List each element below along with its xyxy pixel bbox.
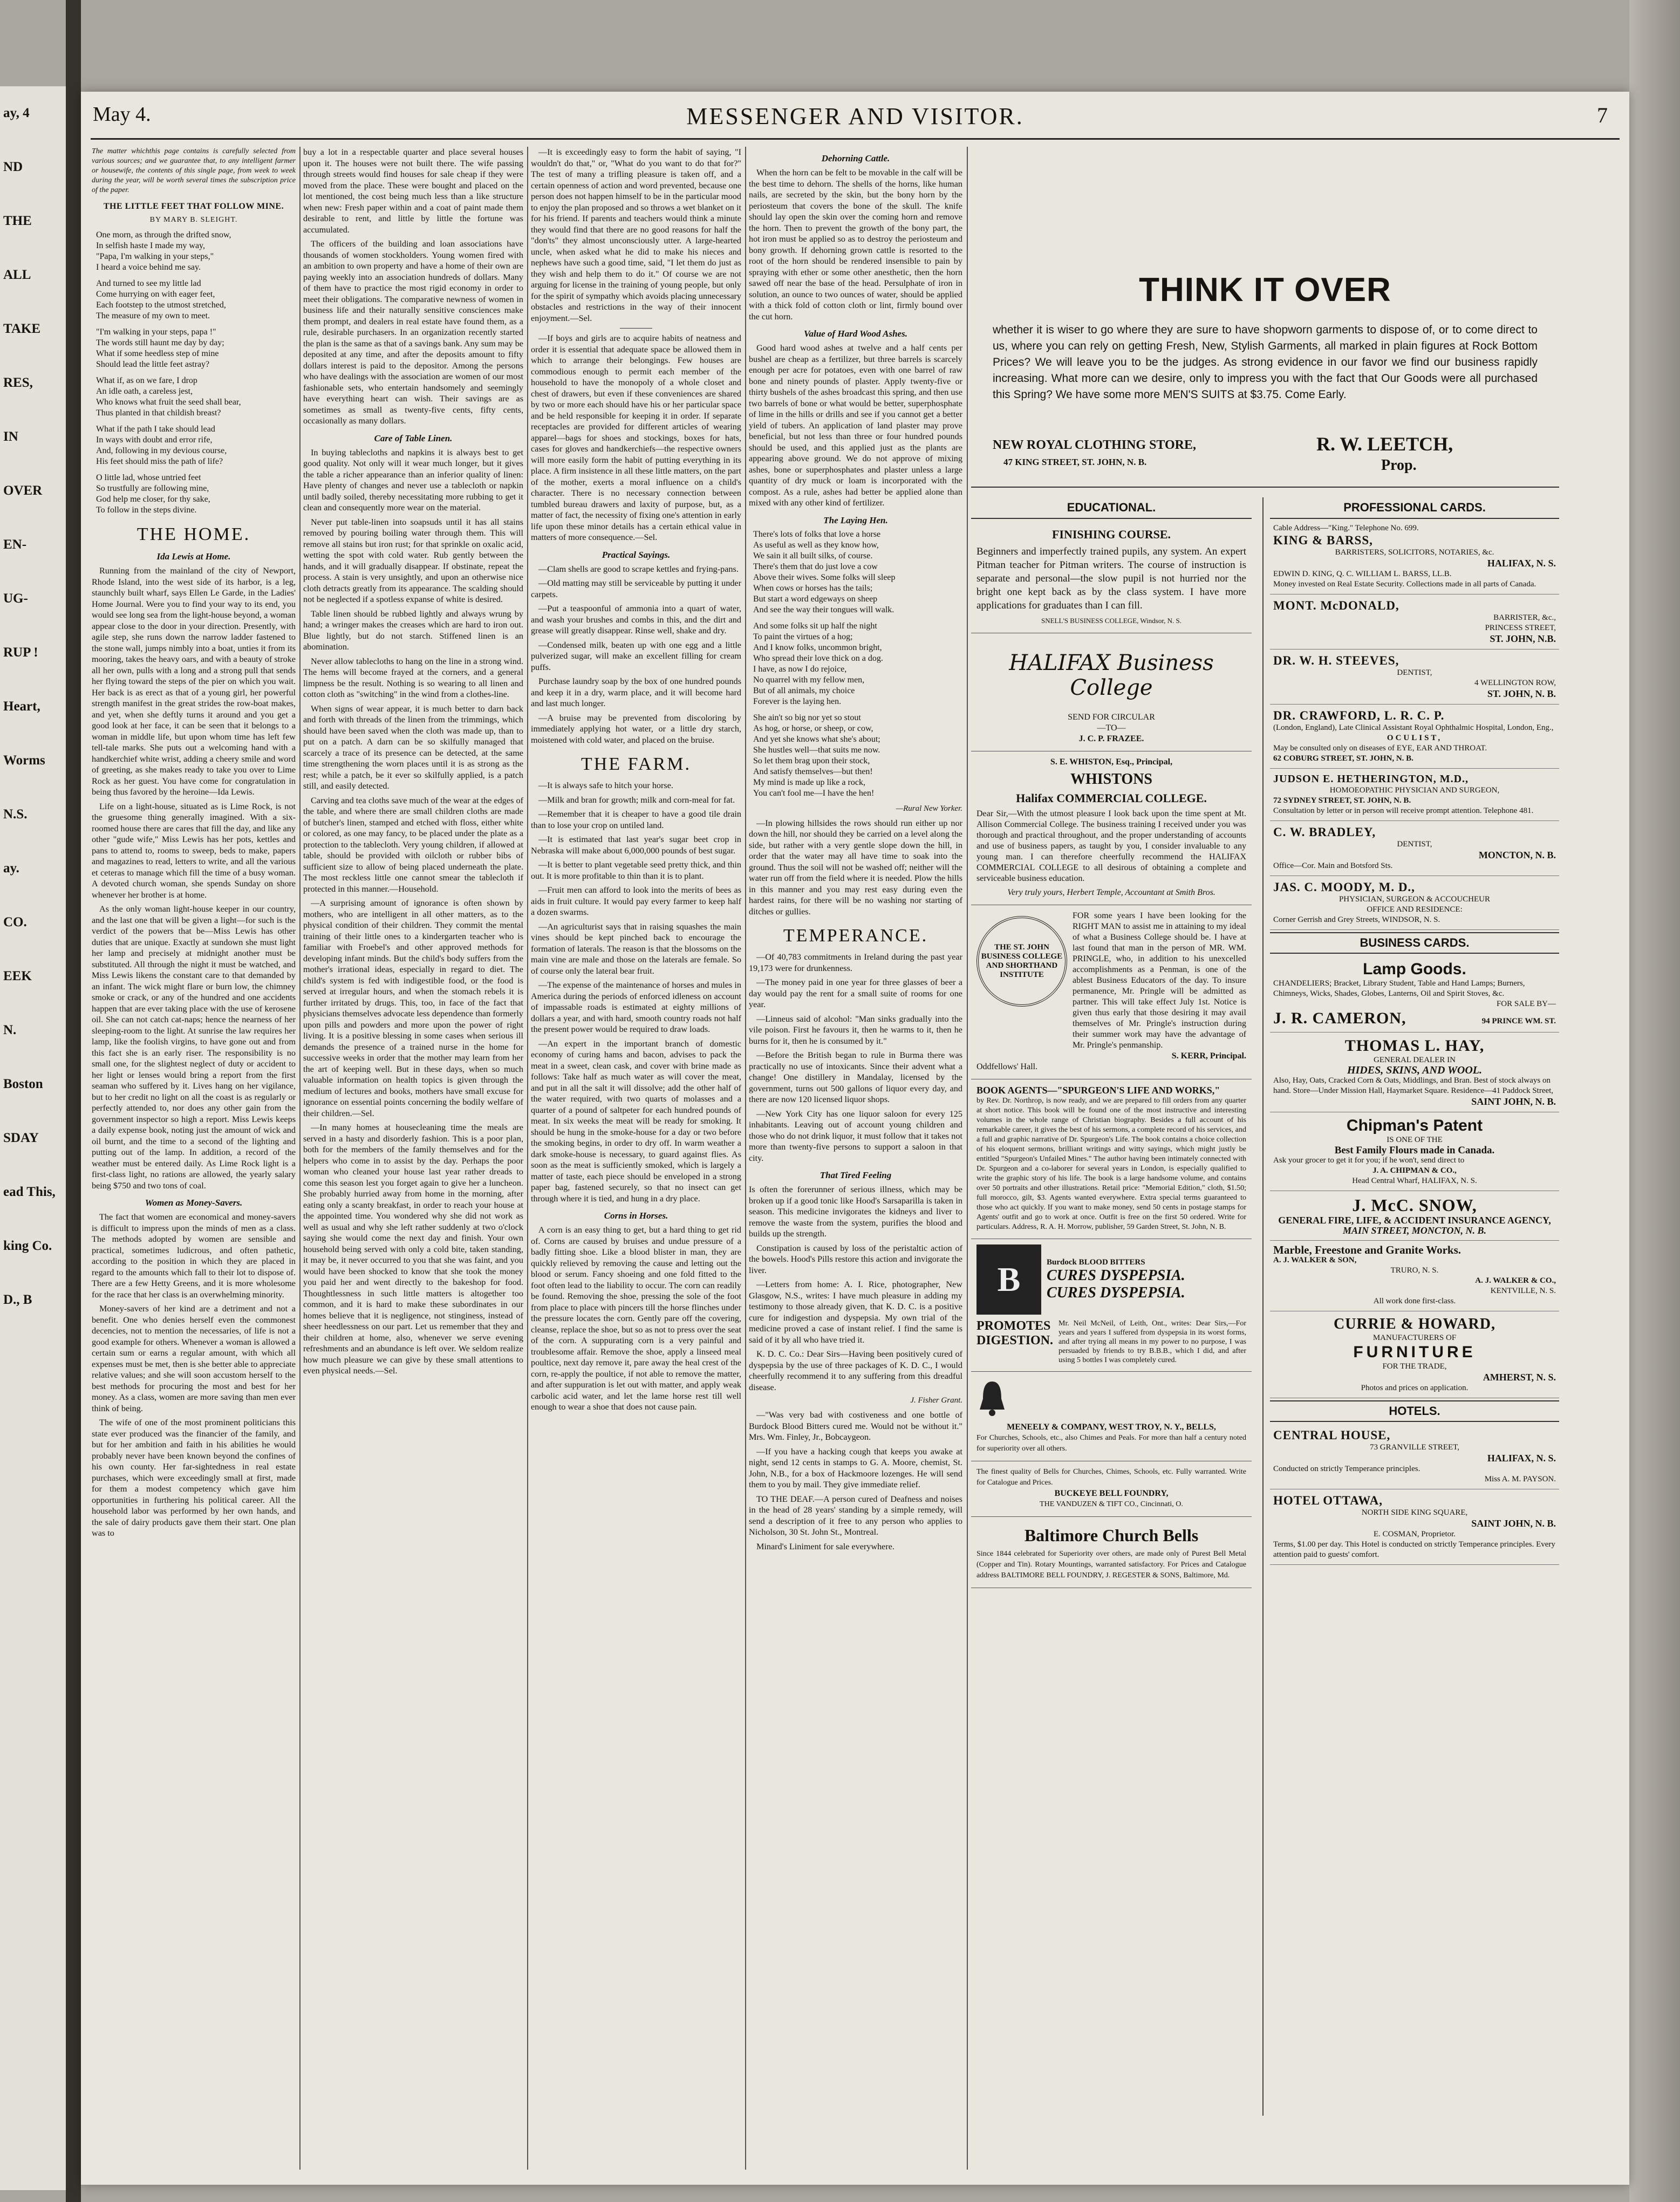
card-name: JUDSON E. HETHERINGTON, M.D.,: [1273, 773, 1469, 785]
ad-text: FOR some years I have been looking for the RIGHT MAN to assist me in attaining to my ideal of what a Business College should be. I have at last found that man in the person of MR. WM. PRINGLE, who, in addition to his unexcelled accomplishments as a Penman, is one of the ablest Business Educators of the day. To insure permanence, Mr. Pringle will be admitted as partner. This will take effect July 1st. Notice is given thus early that those desiring it may avail themselves of Mr. Pringle's instruction during their summer work may have the advantage of Mr. Pringle's penmanship.: [1073, 911, 1246, 1050]
card-line: A. J. WALKER & SON,: [1273, 1256, 1357, 1264]
article-heading: Ida Lewis at Home.: [156, 551, 231, 562]
page-number: 7: [1597, 103, 1608, 127]
card-line: PHYSICIAN, SURGEON & ACCOUCHEUR: [1338, 895, 1491, 904]
advertisement-area: [971, 147, 1559, 2170]
book-gutter: [66, 0, 81, 2202]
card-city: HALIFAX, N. S.: [1487, 1453, 1556, 1464]
card-line: FOR THE TRADE,: [1382, 1362, 1447, 1371]
article-paragraph: —A surprising amount of ignorance is often shown by mothers, who are intelligent in all other matters, as to the physical condition of their children. They commit the mental training of their little ones to a kindergarten teacher who is familiar with Froebel's and other approved methods for developing infant minds. But the child's body suffers from the mother's irrational ideas, especially in regard to diet. The child's system is fed with indigestible food, or the food is served at irregular hours, and when the stomach rebels it is further irritated by drugs. This, too, in face of the fact that physicians themselves advocate less dependence than formerly upon pills and powders and more upon the power of right living. It is a positive blessing in some cases when serious ill demands the presence of a trained nurse in the home for successive weeks in order that the mother may learn from her the art of keeping well. But in these days, when so much valuable information on health topics is given through the medium of lectures and books, mothers have small excuse for ignorance on essential points concerning the bodily welfare of their children.—Sel.: [303, 898, 523, 1118]
article-paragraph: Minard's Liniment for sale everywhere.: [756, 1541, 894, 1551]
store-name: NEW ROYAL CLOTHING STORE,: [993, 438, 1197, 452]
previous-page-fragment: IN: [3, 429, 18, 444]
card-line: BARRISTER, &c.,: [1493, 613, 1556, 622]
section-heading-temperance: TEMPERANCE.: [783, 926, 928, 946]
card-name: J. R. CAMERON,: [1273, 1009, 1406, 1027]
card-name: DR. CRAWFORD, L. R. C. P.: [1273, 709, 1445, 722]
hotel-ottawa-card: [1270, 1489, 1559, 1565]
farm-item: —It is estimated that last year's sugar beet crop in Nebraska will make about 6,000,000 pounds of best sugar.: [531, 835, 741, 856]
temperance-item: —Of 40,783 commitments in Ireland during the past year 19,173 were for drunkenness.: [749, 952, 962, 973]
card-line: GENERAL DEALER IN: [1374, 1056, 1456, 1064]
card-name: CURRIE & HOWARD,: [1334, 1316, 1495, 1332]
ad-title: MENEELY & COMPANY, WEST TROY, N. Y., BELLS,: [1007, 1423, 1216, 1432]
card-line: Office—Cor. Main and Botsford Sts.: [1273, 861, 1393, 870]
saying-item: —A bruise may be prevented from discoloring by immediately applying hot water, or a little dry starch, moistened with cold water, and placed on the bruise.: [531, 713, 741, 745]
card-line: E. COSMAN, Proprietor.: [1373, 1530, 1456, 1538]
card-line: All work done first-class.: [1373, 1297, 1456, 1305]
previous-page-fragment: TAKE: [3, 322, 40, 336]
section-heading: BUSINESS CARDS.: [1270, 932, 1559, 954]
college-logo: HALIFAX Business College: [1009, 651, 1214, 700]
snow-card: [1270, 1191, 1559, 1241]
previous-page-strip: [0, 86, 66, 2190]
ad-label: PROMOTES: [976, 1319, 1051, 1333]
card-heading: Chipman's Patent: [1346, 1117, 1483, 1134]
farm-item: —It is always safe to hitch your horse.: [538, 781, 673, 790]
article-heading: Corns in Horses.: [604, 1211, 668, 1221]
previous-page-fragment: ND: [3, 160, 23, 174]
poem-stanza: What if, as on we fare, I drop An idle oath, a careless jest, Who knows what fruit the seed shall bear, Thus planted in that childish breast?: [96, 376, 241, 418]
card-line: Terms, $1.00 per day. This Hotel is conducted on strictly Temperance principles. Every attention paid to guests' comfort.: [1273, 1540, 1555, 1559]
previous-page-fragment: king Co.: [3, 1239, 52, 1253]
previous-page-fragment: SDAY: [3, 1131, 39, 1145]
article-paragraph: A corn is an easy thing to get, but a hard thing to get rid of. Corns are caused by bruises and undue pressure of a badly fitting shoe. Like a blood blister in man, they are quickly relieved by removing the cause and letting out the blood or serum. Fancy shoeing and one fold fitted to the foot often lead to the liability to occur. The corn can readily be found. Removing the shoe, pressing the sole of the foot from place to place with pincers till the horse flinches under the pressure locates the corn. Gently pare off the covering, cleanse, replace the shoe, but so as not to press over the seat of the corn. A suppurating corn is a very painful and troublesome affair. Remove the shoe, apply a linseed meal poultice, next day remove it, pare away the heal crest of the corn, re-apply the poultice, if not able to remove the matter, and after suppuration is let out with matter, and apply weak carbolic acid water, and let the lame horse rest till well enough to wear a shoe that does not cause pain.: [531, 1225, 741, 1412]
article-paragraph: buy a lot in a respectable quarter and place several houses upon it. The houses were not built there. The wife passing through streets would find houses for sale cheap if they were moved from the place. These were bought and placed on the lot mentioned, the cost being much less than a like structure when new: Fresh paper within and a coat of paint made them desirable to rent, and little by little the fortune was accumulated.: [303, 147, 523, 235]
column-heading: PROFESSIONAL CARDS.: [1270, 497, 1559, 519]
previous-page-fragment: UG-: [3, 591, 28, 606]
ad-address: Oddfellows' Hall.: [976, 1062, 1038, 1071]
poem-stanza: O little lad, whose untried feet So trustfully are following mine, God help me closer, for thy sake, To follow in the steps divine.: [96, 473, 210, 515]
article-paragraph: Constipation is caused by loss of the peristaltic action of the bowels. Hood's Pills restore this action and invigorate the liver.: [749, 1243, 962, 1275]
ad-signature: Very truly yours, Herbert Temple, Accountant at Smith Bros.: [1007, 888, 1215, 897]
ad-to: —TO—: [1097, 723, 1126, 733]
card-line: Consultation by letter or in person will receive prompt attention. Telephone 481.: [1273, 806, 1534, 815]
card-name: THOMAS L. HAY,: [1344, 1037, 1485, 1055]
card-line: MAIN STREET, MONCTON, N. B.: [1342, 1225, 1487, 1236]
card-line: May be consulted only on diseases of EYE, EAR AND THROAT.: [1273, 744, 1487, 753]
farm-item: —It is better to plant vegetable seed pretty thick, and thin out. It is more profitable to thin than it is to plant.: [531, 860, 741, 881]
card-line: Conducted on strictly Temperance principles.: [1273, 1465, 1421, 1473]
card-line: 94 PRINCE WM. ST.: [1481, 1017, 1556, 1025]
ad-text: The finest quality of Bells for Churches, Chimes, Schools, etc. Fully warranted. Write for Catalogue and Prices.: [976, 1468, 1246, 1487]
ad-text: by Rev. Dr. Northrop, is now ready, and we are prepared to fill orders from any quarter at short notice. This book will be found one of the most instructive and interesting volumes in the whole range of Christian biography. Besides a full account of his remarkable career, it gives the best of his sermons, a complete record of his services, and a full and graphic narrative of Dr. Spurgeon's Life. The book contains a choice collection of his eloquent sermons, brilliant writings and witty sayings, which might justly be entitled "Spurgeon's Unfailed Mines." The author having been intimately connected with Dr. Spurgeon and a co-laborer for several years in London, is especially qualified to write the graphic story of his life. The book is a large handsome volume, and contains over 50 portraits and other illustrations. Retail price: "Memorial Edition," cloth, $1.50; full morocco, gilt, $3. Agents wanted everywhere. Extra special terms guaranteed to those who act quickly. If you want to make money, send 50 cents in postage stamps for Agents' outfit and go to work at once. Outfit is free on the first 50 ordered. Write for particulars. Address, R. A. H. Morrow, publisher, 59 Garden Street, St. John, N. B.: [976, 1097, 1246, 1231]
farm-item: —Fruit men can afford to look into the merits of bees as aids in fruit culture. It would pay every farmer to keep half a dozen swarms.: [531, 885, 741, 917]
column-rule: [299, 147, 301, 2170]
card-line: J. A. CHIPMAN & CO.,: [1372, 1166, 1457, 1175]
card-city: AMHERST, N. S.: [1483, 1372, 1556, 1383]
article-paragraph: —In plowing hillsides the rows should run either up nor down the hill, nor should they be carried on a level along the side, but rather with a very gentle slope down the hill, in order that the water may all have time to soak into the ground. Thus the soil will not be washed off; neither will the water run off from the field where it is needed. Plow the hills in this manner and you may rest easy during even the hardest rains, for there will be no washing nor starting of ditches or gullies.: [749, 818, 962, 917]
letter-signature: J. Fisher Grant.: [910, 1396, 962, 1405]
farm-item: —The expense of the maintenance of horses and mules in America during the periods of enforced idleness on account of impassable roads is estimated at eighty millions of dollars a year, and with hard, smooth country roads not half the present power would be required to draw loads.: [531, 980, 741, 1034]
article-paragraph: The officers of the building and loan associations have thousands of women stockholders. Young women fired with an ambition to own property and have a home of their own are paying weekly into an association hundreds of dollars. Many of them have to practice the most rigid economy in order to meet their obligations. The comparative newness of women in business life and their naturally sensitive consciences make them prompt, and dealers in real estate have found them, as a rule, desirable purchasers. In an organization recently started the plan is the same as that of a savings bank. Any sum may be deposited at any time, and after the deposits amount to fifty dollars interest is paid to the depositor. Among the persons who have dealings with the association are women of our most fashionable sets, who entertain handsomely and seemingly have everything heart can wish. Their savings are as sometimes as small as twenty-five cents, fifty cents, occasionally as many dollars.: [303, 239, 523, 426]
article-heading: Care of Table Linen.: [374, 433, 453, 443]
card-line: Photos and prices on application.: [1361, 1384, 1469, 1392]
column-rule: [967, 147, 968, 2170]
article-paragraph: —In many homes at housecleaning time the meals are served in a hasty and disorderly fashion. This is a poor plan, both for the members of the family themselves and for the helpers who come in to assist by the day. Perhaps the poor woman who cleaned your house last year rather dreads to come this season lest you forget again to give her a luncheon. She probably hurried away from home in the morning, after eating only a scanty breakfast, in order to reach your house at the appointed time. You wondered why she did not work as well as usual and why she left rather suddenly at two o'clock saying she would come the next day and finish. Your own household being served with only a cold bite, taken standing, it may be, it never occurred to you that she was faint, and you would have been shocked to know that she took the money you paid her and went directly to the bakeshop for food. Thoughtlessness in such little matters is altogether too common, and it is hard to make these subordinates in our homes believe that it is negligence, not stinginess, instead of sheer heedlessness on our part. Let us remember that they and their children at home, also, whenever we serve evening refreshments and an abundance is left over. We seldom realize how much pleasure we can give by these small attentions to even physical needs.—Sel.: [303, 1123, 523, 1376]
ad-signature: SNELL'S BUSINESS COLLEGE, Windsor, N. S.: [1041, 617, 1182, 625]
whiston-college-ad: [971, 751, 1252, 905]
buckeye-bells-ad: [971, 1461, 1252, 1517]
previous-page-fragment: Boston: [3, 1077, 43, 1091]
poem-stanza: "I'm walking in your steps, papa !" The words still haunt me day by day; What if some heedless step of mine Should lead the little feet astray?: [96, 327, 224, 369]
poem-stanza: One morn, as through the drifted snow, In selfish haste I made my way, "Papa, I'm walking in your steps," I heard a voice behind me say.: [96, 230, 231, 272]
saying-item: —Condensed milk, beaten up with one egg and a little pulverized sugar, will make an excellent filling for cream puffs.: [531, 640, 741, 672]
ad-text: Since 1844 celebrated for Superiority over others, are made only of Purest Bell Metal (Copper and Tin). Rotary Mountings, warranted satisfactory. For Prices and Catalogue address BALTIMORE BELL FOUNDRY, J. REGESTER & SONS, Baltimore, Md.: [976, 1550, 1246, 1579]
article-heading: Women as Money-Savers.: [145, 1198, 243, 1208]
previous-page-fragment: EEK: [3, 969, 32, 983]
ad-text: For Churches, Schools, etc., also Chimes and Peals. For more than half a century noted for superiority over all others.: [976, 1434, 1246, 1453]
ad-line: THE VANDUZEN & TIFT CO., Cincinnati, O.: [1040, 1500, 1183, 1508]
card-line: KENTVILLE, N. S.: [1490, 1287, 1556, 1295]
currie-howard-card: [1270, 1311, 1559, 1398]
card-line: HIDES, SKINS, AND WOOL.: [1347, 1064, 1483, 1076]
card-line: EDWIN D. KING, Q. C. WILLIAM L. BARSS, LL.B.: [1273, 570, 1452, 578]
bradley-card: [1270, 821, 1559, 876]
article-paragraph: —It is exceedingly easy to form the habit of saying, "I wouldn't do that," or, "What do you want to do that for?" The test of many a trifling pleasure is taken off, and a certain openness of action and word prevented, because one person does not happen himself to be in the particular mood to enjoy the plan proposed and so throws a wet blanket on it for his friend. If parents and teachers would think a minute they would find that there are no good reasons for half the "don'ts" they almost unconsciously utter. A large-hearted uncle, when asked what he did to make his nieces and nephews have such a good time, said, "I let them do just as they wish and help them to do it." Of course we are not arguing for license in the training of young people, but only for the spirit of sympathy which avoids placing unnecessary obstacles and restrictions in the way of their innocent enjoyment.—Sel.: [531, 147, 741, 323]
poem-author: BY MARY B. SLEIGHT.: [149, 216, 238, 224]
article-heading: Practical Sayings.: [602, 549, 671, 560]
ad-name: J. C. P. FRAZEE.: [1078, 734, 1144, 743]
moody-card: [1270, 876, 1559, 930]
ad-label: Burdock BLOOD BITTERS: [1047, 1257, 1145, 1267]
article-paragraph: Carving and tea cloths save much of the wear at the edges of the table, and where there are small children cloths are made of butcher's linen, stamped and etched with floss, either white or colored, as one may fancy, to be placed under the plate as a protection to the tablecloth. Very young children, if allowed at table, should be provided with oilcloth or rubber bibs of sufficient size to allow of being placed underneath the plate. The most reckless little one cannot smear the tablecloth if protected in this manner.—Household.: [303, 795, 523, 894]
temperance-item: —Before the British began to rule in Burma there was practically no use of intoxicants. Since their advent what a change! One distillery in Mandalay, licensed by the government, turns out 500 gallons of liquor every day, and there are now 120 licensed liquor shops.: [749, 1050, 962, 1104]
poem-stanza: What if the path I take should lead In ways with doubt and error rife, And, following in my devious course, His feet should miss the path of life?: [96, 425, 227, 466]
card-line: Corner Gerrish and Grey Streets, WINDSOR, N. S.: [1273, 915, 1440, 924]
burdock-logo: B: [976, 1244, 1041, 1315]
card-line: CHANDELIERS; Bracket, Library Student, Table and Hand Lamps; Burners, Chimneys, Wicks, Shades, Globes, Lanterns, Oil and Spirit Stoves, &c.: [1273, 979, 1525, 998]
professional-cards-column: [1262, 497, 1559, 2116]
card-line: GENERAL FIRE, LIFE, & ACCIDENT INSURANCE AGENCY,: [1278, 1215, 1551, 1226]
column-4: [749, 147, 962, 2170]
card-city: SAINT JOHN, N. B.: [1471, 1096, 1556, 1107]
previous-page-fragment: ay.: [3, 861, 19, 876]
card-line: HOMOEOPATHIC PHYSICIAN AND SURGEON,: [1329, 786, 1500, 795]
card-city: ST. JOHN, N.B.: [1490, 633, 1556, 644]
article-paragraph: Running from the mainland of the city of Newport, Rhode Island, into the west side of its harbor, is a leg, staunchly built wharf, says Ellen Le Garde, in the Ladies' Home Journal. Were you to find your way to its end, you would see long sea from the light-house beyond, a woman appear close to the door in your direction. Presently, with agile step, she runs down the narrow ladder fastened to the stone wall, jumps nimbly into a boat, unties it from its mooring, takes the heavy oars, and with a beauty of stroke all her own, pulls with a long and a strong pull that sends her flying toward the steps of the pier on which you wait. Her back is as erect as that of a young girl, her powerful strength manifest in the great strides the row-boat makes, and yet, when she deftly turns it around and you get a good look at her face, it can be seen that it belongs to a woman in middle life, but upon whom time has left few tell-tale marks. She puts out a welcoming hand with a handkerchief white wrist, adding a cheery smile and word of greeting, as she makes ready to take you over to Lime Rock as her guest. You have come for congratulation in being thus favored by the heroine—Ida Lewis.: [92, 566, 296, 797]
previous-page-fragment: CO.: [3, 915, 27, 929]
spurgeon-book-ad: [971, 1079, 1252, 1239]
poem-source: —Rural New Yorker.: [896, 804, 962, 813]
card-line: PRINCESS STREET,: [1485, 624, 1556, 632]
card-name: C. W. BRADLEY,: [1273, 825, 1376, 839]
card-line: 62 COBURG STREET, ST. JOHN, N. B.: [1273, 754, 1413, 763]
article-paragraph: K. D. C. Co.: Dear Sirs—Having been positively cured of dyspepsia by the use of three packages of K. D. C., I would cheerfully recommend it to any suffering from this dreadful disease.: [749, 1349, 962, 1392]
proprietor-label: Prop.: [1381, 457, 1417, 474]
ad-title: WHISTONS: [1070, 771, 1152, 788]
ad-text: Dear Sir,—With the utmost pleasure I look back upon the time spent at Mt. Allison Commercial College. The business training I received under you was thorough and practical throughout, and the proper understanding of accounts and use of business papers, as taught by you, I consider invaluable to any young man. I can therefore cheerfully recommend the HALIFAX COMMERCIAL COLLEGE to all desirous of obtaining a complete and serviceable business education.: [976, 809, 1246, 883]
article-paragraph: In buying tablecloths and napkins it is always best to get good quality. Not only will it wear much longer, but it gives the table a richer appearance than an inferior quality of linen: Have plenty of changes and never use a tablecloth or napkin until badly soiled, thereby necessitating more rubbing to get it clean and consequently more wear on the material.: [303, 447, 523, 512]
article-heading: The Laying Hen.: [823, 515, 888, 525]
temperance-item: —Linneus said of alcohol: "Man sinks gradually into the vile poison. First he favours it, then he warms to it, then he burns for it, then he is consumed by it.": [749, 1014, 962, 1046]
newspaper-page: [81, 92, 1629, 2185]
column-2: [303, 147, 523, 2170]
ad-headline: THINK IT OVER: [1139, 271, 1391, 309]
card-line: OFFICE AND RESIDENCE:: [1367, 905, 1463, 914]
card-line: Ask your grocer to get it for you; if he won't, send direct to: [1273, 1156, 1465, 1165]
card-line: TRURO, N. S.: [1390, 1266, 1439, 1275]
article-paragraph: Never allow tablecloths to hang on the line in a strong wind. The hems will become frayed at the corners, and a general limpness be the result. Nothing is so wearing to all linen and cotton cloth as "switching" in the wind from a clothes-line.: [303, 656, 523, 699]
article-paragraph: —Letters from home: A. I. Rice, photographer, New Glasgow, N.S., writes: I have much pleasure in adding my testimony to those already given, that K. D. C. is a positive cure for indigestion and dyspepsia. My own trial of the medicine proved a case of instant relief. I find the same is said of it by all who have tried it.: [749, 1280, 962, 1345]
article-heading: Value of Hard Wood Ashes.: [804, 329, 907, 339]
poem-title: THE LITTLE FEET THAT FOLLOW MINE.: [103, 202, 284, 211]
previous-page-fragment: ead This,: [3, 1185, 56, 1199]
proprietor-name: R. W. LEETCH,: [1316, 433, 1453, 455]
card-line: IS ONE OF THE: [1387, 1136, 1443, 1144]
section-heading-home: THE HOME.: [136, 524, 251, 544]
card-name: DR. W. H. STEEVES,: [1273, 654, 1399, 667]
hetherington-card: [1270, 769, 1559, 821]
running-head: [81, 102, 1629, 135]
previous-page-fragment: ay, 4: [3, 106, 30, 120]
card-line: Cable Address—"King." Telephone No. 699.: [1273, 524, 1419, 532]
column-1: [92, 147, 296, 2170]
card-line: FOR SALE BY—: [1496, 1000, 1556, 1008]
card-line: Best Family Flours made in Canada.: [1334, 1145, 1495, 1156]
card-line: 4 WELLINGTON ROW,: [1474, 679, 1556, 687]
temperance-item: —New York City has one liquor saloon for every 125 inhabitants. Leaving out of account young children and those who do not drink liquor, it must follow that it takes not more than twenty-five persons to support a saloon in that city.: [749, 1109, 962, 1163]
card-line: DENTIST,: [1397, 840, 1432, 849]
article-paragraph: —If you have a hacking cough that keeps you awake at night, send 12 cents in stamps to G. A. Moore, chemist, St. John, N.B., for a box of Hackmoore lozenges. He will send them to you by mail. They give immediate relief.: [749, 1446, 962, 1489]
column-rule: [527, 147, 528, 2170]
card-name: JAS. C. MOODY, M. D.,: [1273, 880, 1415, 894]
walker-card: [1270, 1241, 1559, 1311]
card-name: MONT. McDONALD,: [1273, 599, 1399, 612]
article-paragraph: —"Was very bad with costiveness and one bottle of Burdock Blood Bitters cured me. Would not be without it." Mrs. Wm. Finley, Jr., Bobcaygeon.: [749, 1410, 962, 1442]
farm-item: —Milk and bran for growth; milk and corn-meal for fat.: [538, 795, 735, 805]
card-line: Also, Hay, Oats, Cracked Corn & Oats, Middlings, and Bran. Best of stock always on hand. Store—Under Mission Hall, Haymarket Square. Residence—41 Paddock Street,: [1273, 1076, 1554, 1095]
card-line: Head Central Wharf, HALIFAX, N. S.: [1352, 1177, 1477, 1185]
article-heading: Dehorning Cattle.: [821, 153, 890, 163]
previous-page-fragment: EN-: [3, 537, 27, 552]
editor-note: The matter whichthis page contains is carefully selected from various sources; and we guarantee that, to any intelligent farmer or housewife, the contents of this single page, from week to week during the year, will be worth several times the subscription price of the paper.: [92, 147, 296, 194]
article-paragraph: Never put table-linen into soapsuds until it has all stains removed by pouring boiling water through them. This will remove all stains but iron rust; for that sprinkle on oxalic acid, wetting the spot with cold water. Rub gently between the hands, and it will gradually disappear. If obstinate, repeat the process. A stain is very unsightly, and upon an otherwise nice cloth detracts greatly from its appearance. The scalding should not be neglected if a spotless expanse of white is desired.: [303, 517, 523, 604]
saying-item: Purchase laundry soap by the box of one hundred pounds and keep it in a dry, warm place, and it will become hard and last much longer.: [531, 676, 741, 708]
card-line: NORTH SIDE KING SQUARE,: [1361, 1508, 1468, 1517]
card-heading: Marble, Freestone and Granite Works.: [1273, 1243, 1462, 1256]
card-city: SAINT JOHN, N. B.: [1471, 1518, 1556, 1529]
card-line: A. J. WALKER & CO.,: [1475, 1276, 1556, 1285]
snell-college-ad: [971, 519, 1252, 633]
masthead-title: MESSENGER AND VISITOR.: [686, 103, 1024, 129]
st-john-business-college-ad: [971, 905, 1252, 1079]
article-paragraph: When the horn can be felt to be movable in the calf will be the best time to dehorn. The shells of the horns, like human nails, are secreted by the skin, but the bony horn by the periosteum that covers the bone of the skull. The knife should lay open the skin over the coming horn and remove the horn. Then to prevent the growth of the bony part, the hot iron must be applied so as to destroy the periosteum and bony growth. If dehorning grown cattle is resorted to the root of the horn should be rendered insensible to pain by spraying with ether or some other anesthetic, then the horn sawed off near the base of the head. Persulphate of iron in solution, an ounce to two ounces of water, should be applied with a thick fold of cotton cloth or lint, firmly bound over the cut horn.: [749, 168, 962, 322]
card-line: 72 SYDNEY STREET, ST. JOHN, N. B.: [1273, 796, 1411, 805]
previous-page-fragment: RES,: [3, 375, 33, 390]
head-rule: [91, 138, 1620, 140]
saying-item: —Old matting may still be serviceable by putting it under carpets.: [531, 578, 741, 599]
card-heading: Lamp Goods.: [1363, 960, 1466, 978]
farm-item: —An expert in the important branch of domestic economy of curing hams and bacon, advises to pack the meat in a sweet, clean cask, and cover with brine made as follows: Take half as much water as will cover the meat, and put in all the salt it will dissolve; add the other half of the water required, with two quarts of molasses and a quarter of a pound of saltpeter for each hundred pounds of meat. In six weeks the meat will be ready for smoking. It should be hung in the smoke-house for a day or two before the smoking begins, in order to dry off. In warm weather a dark smoke-house is necessary, to guard against flies. As soon as the meat is sufficiently smoked, which is largely a matter of taste, each piece should be enveloped in a strong paper bag, fastened securely, so that no insect can get through where it is tied, and hung in a dry place.: [531, 1038, 741, 1203]
previous-page-fragment: Worms: [3, 753, 45, 768]
card-line: BARRISTERS, SOLICITORS, NOTARIES, &c.: [1335, 548, 1494, 557]
farm-item: —Remember that it is cheaper to have a good tile drain than to lose your crop on untiled land.: [531, 809, 741, 830]
section-heading-farm: THE FARM.: [581, 754, 691, 774]
column-heading: EDUCATIONAL.: [971, 497, 1252, 519]
farm-item: —An agriculturist says that in raising squashes the main vines should be kept pinched back to encourage the formation of laterals. The reason is that the blossoms on the main vine are male and those on the laterals are female. So of course only the lateral bear fruit.: [531, 921, 741, 976]
poem-stanza: And some folks sit up half the night To paint the virtues of a hog; And I know folks, uncommon bright, Who spread their love thick on a dog. I have, as now I do rejoice, No quarrel with my fellow men, But of all animals, my choice Forever is the laying hen.: [753, 621, 883, 706]
ad-claim: CURES DYSPEPSIA.: [1047, 1267, 1185, 1284]
column-3: [531, 147, 741, 2170]
ad-signature: S. KERR, Principal.: [1171, 1051, 1246, 1061]
card-line: MANUFACTURERS OF: [1372, 1333, 1457, 1342]
ad-body: whether it is wiser to go where they are sure to have shopworn garments to dispose of, or to come direct to us, where you can rely on getting Fresh, New, Stylish Garments, all marked in plain figures at Rock Bottom Prices? We will leave you to be the judges. As strong evidence in our favor we find our business rapidly increasing. What more can we desire, only to impress you with the fact that Our Goods were all purchased this Spring? We have some more MEN'S SUITS at $3.75. Come Early.: [993, 324, 1538, 401]
ad-title: BUCKEYE BELL FOUNDRY,: [1054, 1489, 1169, 1498]
crawford-card: [1270, 705, 1559, 769]
card-name: CENTRAL HOUSE,: [1273, 1428, 1391, 1442]
educational-column: [971, 497, 1252, 2116]
bell-icon: [976, 1379, 1008, 1417]
card-name: HOTEL OTTAWA,: [1273, 1494, 1383, 1507]
article-heading: That Tired Feeling: [819, 1170, 892, 1180]
ad-title: BOOK AGENTS—"SPURGEON'S LIFE AND WORKS,": [976, 1085, 1220, 1096]
card-city: MONCTON, N. B.: [1478, 850, 1556, 860]
previous-page-fragment: RUP !: [3, 645, 38, 660]
previous-page-fragment: ALL: [3, 268, 31, 282]
previous-page-fragment: N.: [3, 1023, 17, 1037]
article-paragraph: Table linen should be rubbed lightly and always wrung by hand; a wringer makes the creases which are hard to iron out. Blue lightly, but do not starch. Stiffened linen is an abomination.: [303, 608, 523, 652]
steeves-card: [1270, 649, 1559, 705]
hay-card: [1270, 1032, 1559, 1112]
card-line: 73 GRANVILLE STREET,: [1370, 1443, 1459, 1452]
card-line: Money invested on Real Estate Security. Collections made in all parts of Canada.: [1273, 580, 1536, 589]
ad-line: S. E. WHISTON, Esq., Principal,: [1050, 757, 1173, 767]
ad-testimonial: Mr. Neil McNeil, of Leith, Ont., writes: Dear Sirs,—For years and years I suffered from dyspepsia in its worst forms, and after trying all means in my power to no purpose, I was persuaded by friends to try B.B.B., which I did, and after using 5 bottles I was completely cured.: [1058, 1319, 1246, 1364]
article-paragraph: When signs of wear appear, it is much better to darn back and forth with threads of the linen from the trimmings, which should have been saved when the cloth was made up, than to put on a patch. A darn can be so skilfully managed that scarcely a trace of its presence can be detected, at the same time strengthening the worn places until it is as strong as the rest; while a patch, be it ever so skilfully applied, is a patch still, and easily detected.: [303, 703, 523, 791]
saying-item: —Clam shells are good to scrape kettles and frying-pans.: [538, 564, 739, 574]
poem-stanza: And turned to see my little lad Come hurrying on with eager feet, Each footstep to the utmost stretched, The measure of my own to meet.: [96, 279, 226, 320]
baltimore-bells-ad: [971, 1517, 1252, 1588]
article-paragraph: The wife of one of the most prominent politicians this state ever produced was the financier of the family, and but for her ambition and faith in his abilities he would probably never have been known beyond the confines of his own county. Her far-sightedness in real estate purchases, which were exceedingly small at first, made for them a modest competency which gave him opportunities in furthering his political career. All the household labor was performed by her own hands, and the sale of dairy products gave them their start. One plan was to: [92, 1418, 296, 1538]
temperance-item: —The money paid in one year for three glasses of beer a day would pay the rent for a small suite of rooms for one year.: [749, 977, 962, 1009]
store-address: 47 KING STREET, ST. JOHN, N. B.: [1003, 457, 1147, 467]
card-line: DENTIST,: [1397, 668, 1432, 677]
central-house-card: [1270, 1424, 1559, 1489]
king-barss-card: [1270, 519, 1559, 594]
book-binding-edge: [1629, 0, 1680, 2202]
card-city: ST. JOHN, N. B.: [1487, 688, 1556, 699]
previous-page-fragment: THE: [3, 214, 32, 228]
article-paragraph: Life on a light-house, situated as is Lime Rock, is not the gruesome thing generally imagined. With a six-roomed house there are cares that fill the day, and like any other "gude wife," Miss Lewis has her pots, kettles and pans to attend to, rooms to sweep, beds to make, papers and magazines to read, letters to write, and all the various et ceteras to manage which fill the time of a busy woman. A devoted church woman, she spends Sunday on shore whenever her brother is at home.: [92, 801, 296, 900]
article-paragraph: As the only woman light-house keeper in our country, and the last one that will be given a light—for such is the verdict of the powers that be—Miss Lewis has other duties that are unique. Exactly at sundown she must light her lamp and precisely at midnight another must be substituted. All through the night it must be watched, and Miss Lewis likens the constant care to that demanded by an infant. The wick might flare or burn low, the chimney smoke or crack, or any of the hundred and one accidents happen that are ever taking place with the use of kerosene oil. She can not catch cat-naps; hence the nearness of her sleeping-room to the light. At sunrise the law requires her lamp, like the foolish virgins, to have gone out and from this fact she is an early riser. The responsibility is no small one, for the slightest neglect of duty or accident to her light or lenses would bring a report from the first seaman who suffered by it. Lives hang on her vigilance, but to her credit no light on all the coast is as regularly or perfectly attended to, nor does any other gain from the government inspector so high a report. Miss Lewis keeps a daily expense book, noting just the amount of wick and oil burnt, and the time to a second of the lighting and putting out of the lamp. In addition, a record of the weather must be entered daily. As Lime Rock light is a first-class light, no rations are allowed, the yearly salary being $750 and two tons of coal.: [92, 904, 296, 1191]
section-heading: HOTELS.: [1270, 1400, 1559, 1422]
card-name: J. McC. SNOW,: [1352, 1195, 1477, 1215]
halifax-business-college-ad: [971, 633, 1252, 751]
college-seal: THE ST. JOHN BUSINESS COLLEGE AND SHORTHAND INSTITUTE: [976, 916, 1067, 1007]
card-heading: FURNITURE: [1353, 1343, 1476, 1361]
previous-page-fragment: D., B: [3, 1293, 32, 1307]
previous-page-fragment: Heart,: [3, 699, 40, 714]
mcdonald-card: [1270, 594, 1559, 649]
card-city: HALIFAX, N. S.: [1487, 558, 1556, 569]
ad-title: FINISHING COURSE.: [1051, 528, 1171, 541]
poem-stanza: She ain't so big nor yet so stout As hog, or horse, or sheep, or cow, And yet she knows what she's about; She hustles well—that suits me now. So let them brag upon their stock, And satisfy themselves—but then! My mind is made up like a rock, You can't fool me—I have the hen!: [753, 713, 880, 798]
ad-title: Baltimore Church Bells: [1024, 1526, 1199, 1545]
saying-item: —Put a teaspoonful of ammonia into a quart of water, and wash your brushes and combs in this, and the dirt and grease will greatly disappear. Rinse well, shake and dry.: [531, 604, 741, 635]
ad-label: DIGESTION.: [976, 1333, 1054, 1348]
column-rule: [745, 147, 746, 2170]
card-line: Miss A. M. PAYSON.: [1484, 1475, 1556, 1483]
article-paragraph: Is often the forerunner of serious illness, which may be broken up if a good tonic like Hood's Sarsaparilla is taken in season. This medicine invigorates the kidneys and liver to remove the waste from the system, purifies the blood and builds up the strength.: [749, 1185, 962, 1239]
clothing-store-ad: [971, 147, 1559, 488]
burdock-blood-bitters-ad: [971, 1239, 1252, 1372]
previous-page-fragment: OVER: [3, 483, 43, 498]
article-paragraph: TO THE DEAF.—A person cured of Deafness and noises in the head of 28 years' standing by a simple remedy, will send a description of it free to any person who applies to Nicholson, 30 St. John St., Montreal.: [749, 1494, 962, 1537]
meneely-bells-ad: [971, 1372, 1252, 1461]
card-line: (London, England), Late Clinical Assistant Royal Ophthalmic Hospital, London, Eng.,: [1273, 723, 1554, 732]
cameron-card: [1270, 956, 1559, 1032]
ad-title: Halifax COMMERCIAL COLLEGE.: [1016, 791, 1207, 805]
poem-stanza: There's lots of folks that love a horse As useful as well as they know how, We sain it all built silks, of course. There's them that do just love a cow Above their wives. Some folks will sleep When cows or horses has the tails; But start a word edgeways on sheep And see the way their tongues will walk.: [753, 529, 896, 614]
article-paragraph: Good hard wood ashes at twelve and a half cents per bushel are cheap as a fertilizer, but three barrels is scarcely enough per acre for potatoes, even with one barrel of raw bone and ninety pounds of plaster. Apply twenty-five or thirty bushels of the ashes broadcast this spring, and then use two barrels of bone or what would be better, superphosphate of lime in the hills or drills and see if you cannot get a better yield of tubers. An application of land plaster may prove beneficial, but not less than three or four hundred pounds should be used, and this applied just as the plants are appearing above ground. We do not approve of mixing ashes, bone or superphosphates and plaster unless a large quantity of dry muck or loam is incorporated with the compost. As a rule, ashes had better be applied alone than mixed with any other kind of fertilizer.: [749, 343, 962, 508]
ad-text: Beginners and imperfectly trained pupils, any system. An expert Pitman teacher for Pitman writers. The course of instruction is separate and personal—the slow pupil is not hurried nor the bright one kept back as by the class system. I have more applications for graduates than I can fill.: [976, 546, 1246, 611]
card-line: OCULIST,: [1387, 734, 1443, 742]
previous-page-fragment: N.S.: [3, 807, 28, 822]
ad-claim: CURES DYSPEPSIA.: [1047, 1284, 1185, 1301]
card-name: KING & BARSS,: [1273, 534, 1373, 547]
article-paragraph: Money-savers of her kind are a detriment and not a benefit. One who denies herself even the commonest decencies, not to mention the necessaries, of life is not a good example for others. Whenever a woman is allowed a certain sum or earns a regular amount, with which all expenses must be met, then is she better able to appreciate relative values; and she will soon accustom herself to the best methods for procuring the most and best for her money. As a class, women are more saving than men ever think of being.: [92, 1304, 296, 1413]
separator: [620, 328, 652, 329]
article-paragraph: —If boys and girls are to acquire habits of neatness and order it is essential that adequate space be allowed them in which to arrange their belongings. Few houses are commodious enough to permit each member of the household to have the monopoly of a whole closet and chest of drawers, but even if these conveniences are shared by two or more each should have his or her particular space and be held responsible for keeping it in order. If separate receptacles are provided for different articles of wearing apparel—bags for shoes and stockings, boxes for hats, cases for gloves and handkerchiefs—the respective owners will more easily form the habit of putting everything in its place. A firm insistence in all these little matters, on the part of the mother, exerts a moral influence on a child's character. There is no necessary connection between tumbled bureau drawers and laxity of purpose, but, as a matter of fact, the necessity of fixing one's attention in early life upon these minor details has a certain ethical value in matters of more consequence.—Sel.: [531, 333, 741, 542]
article-paragraph: The fact that women are economical and money-savers is difficult to impress upon the minds of men as a class. The methods adopted by women are sensible and practical, sometimes ludicrous, and often pathetic, according to the position in which they are placed in regard to the amounts which fall to their lot to dispose of. There are a few Hetty Greens, and it is more wholesome for the race that her class is an overwhelming minority.: [92, 1212, 296, 1300]
ad-line: SEND FOR CIRCULAR: [1068, 713, 1155, 722]
chipman-card: [1270, 1112, 1559, 1191]
issue-date: May 4.: [93, 103, 151, 126]
